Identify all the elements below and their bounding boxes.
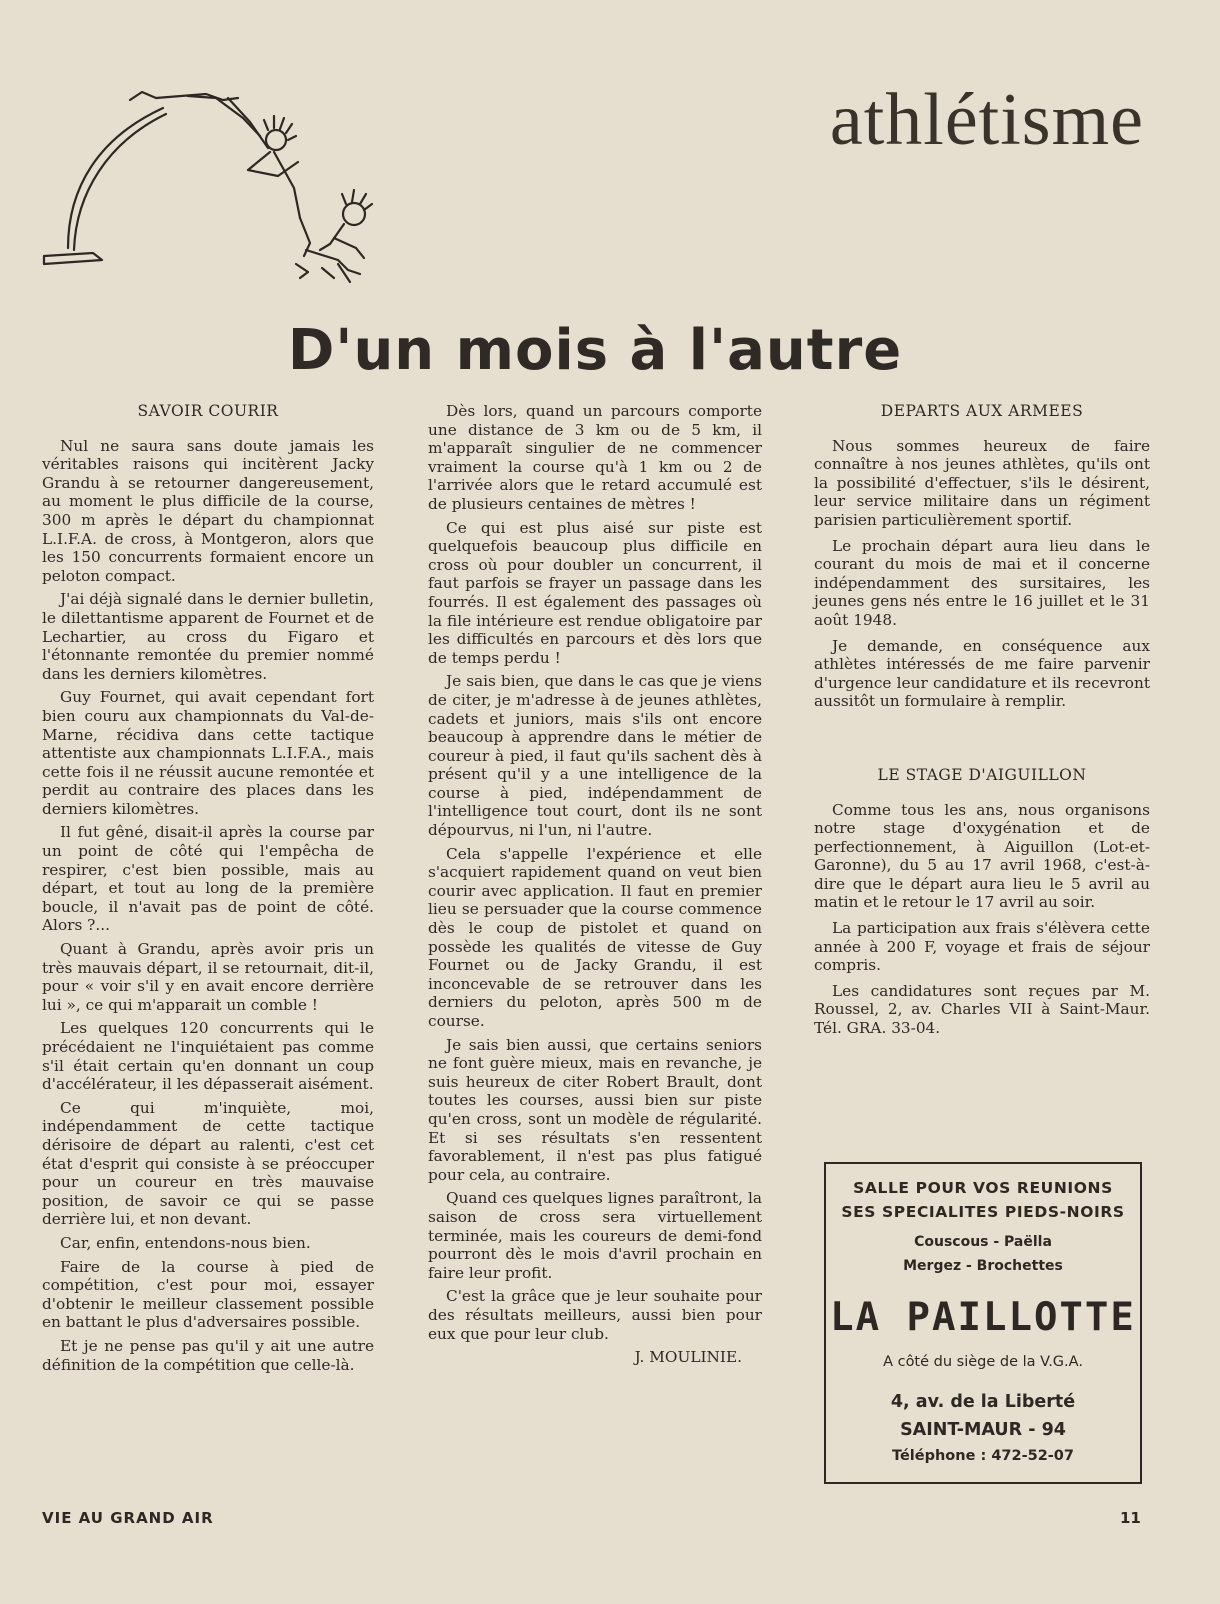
ad-phone: Téléphone : 472-52-07 — [892, 1448, 1074, 1464]
paragraph: Il fut gêné, disait-il après la course par un point de côté qui l'empêcha de respirer, c'est bien possible, mais au départ, et tout au long de la première boucle, il n'avait pas de point de côté. Alors ?... — [42, 823, 374, 935]
ad-line-mergez: Mergez - Brochettes — [903, 1258, 1063, 1274]
publication-name: VIE AU GRAND AIR — [42, 1509, 214, 1527]
article-headline: D'un mois à l'autre — [287, 318, 903, 383]
paragraph: La participation aux frais s'élèvera cette année à 200 F, voyage et frais de séjour compris. — [814, 919, 1150, 975]
paragraph: Car, enfin, entendons-nous bien. — [60, 1233, 311, 1252]
paragraph: Je sais bien, que dans le cas que je viens de citer, je m'adresse à de jeunes athlètes, cadets et juniors, mais s'ils ont encore beaucoup à apprendre dans le métier de coureur à pied, il faut qu'ils sachent dès à présent qu'il y a une intelligence de la course à pied, indépendamment de l'intelligence tout court, dont ils ne sont dépourvus, ni l'un, ni l'autre. — [428, 672, 762, 840]
paragraph: Guy Fournet, qui avait cependant fort bien couru aux championnats du Val-de-Marne, récidiva dans cette tactique attentiste aux championnats L.I.F.A., mais cette fois il ne réussit aucune remontée et perdit au contraire des places dans les derniers kilomètres. — [42, 688, 374, 818]
advertisement-box — [824, 1162, 1142, 1484]
paragraph: Et je ne pense pas qu'il y ait une autre définition de la compétition que celle-là. — [42, 1336, 374, 1374]
author-signature: J. MOULINIE. — [634, 1348, 742, 1367]
paragraph: Cela s'appelle l'expérience et elle s'acquiert rapidement quand on veut bien courir avec application. Il faut en premier lieu se persuader que la course commence dès le coup de pistolet et quand on possède les qualités de vitesse de Guy Fournet ou de Jacky Grandu, il est inconcevable de se retrouver dans les derniers du peloton, après 500 m de course. — [428, 844, 762, 1030]
paragraph: Le prochain départ aura lieu dans le courant du mois de mai et il concerne indépendamment des sursitaires, les jeunes gens nés entre le 16 juillet et le 31 août 1948. — [814, 536, 1150, 629]
paragraph: C'est la grâce que je leur souhaite pour des résultats meilleurs, aussi bien pour eux que pour leur club. — [428, 1287, 762, 1343]
paragraph: Quand ces quelques lignes paraîtront, la saison de cross sera virtuellement terminée, mais les coureurs de demi-fond pourront dès le mois d'avril prochain en faire leur profit. — [428, 1189, 762, 1282]
heading-stage-aiguillon: LE STAGE D'AIGUILLON — [877, 765, 1087, 784]
paragraph: Nul ne saura sans doute jamais les véritables raisons qui incitèrent Jacky Grandu à se retourner dangereusement, au moment le plus difficile de la course, 300 m après le départ du championnat L.I.F.A. de cross, à Montgeron, alors que les 150 concurrents formaient encore un peloton compact. — [42, 436, 374, 585]
heading-savoir-courir: SAVOIR COURIR — [137, 402, 279, 420]
ad-restaurant-name: LA PAILLOTTE — [830, 1295, 1136, 1340]
paragraph: Je demande, en conséquence aux athlètes intéressés de me faire parvenir d'urgence leur candidature et ils recevront aussitôt un formulaire à remplir. — [814, 636, 1150, 711]
column-3 — [814, 402, 1150, 1045]
ad-city: SAINT-MAUR - 94 — [900, 1420, 1066, 1440]
paragraph: Nous sommes heureux de faire connaître à nos jeunes athlètes, qu'ils ont la possibilité d'effectuer, s'ils le désirent, leur service militaire dans un régiment parisien particulièrement sportif. — [814, 436, 1150, 529]
section-label: athlétisme — [829, 79, 1144, 161]
ad-location: A côté du siège de la V.G.A. — [883, 1354, 1083, 1370]
paragraph: Dès lors, quand un parcours comporte une distance de 3 km ou de 5 km, il m'apparaît singulier de ne commencer vraiment la course qu'à 1 km ou 2 de l'arrivée alors que le retard accumulé est de plusieurs centaines de mètres ! — [428, 402, 762, 513]
paragraph: Je sais bien aussi, que certains seniors ne font guère mieux, mais en revanche, je suis heureux de citer Robert Brault, dont toutes les courses, aussi bien sur piste qu'en cross, sont un modèle de régularité. Et si ses résultats s'en ressentent favorablement, il n'est pas plus fatigué pour cela, au contraire. — [428, 1035, 762, 1184]
column-1 — [42, 402, 374, 1379]
heading-departs-aux-armees: DEPARTS AUX ARMEES — [880, 402, 1084, 420]
ad-address: 4, av. de la Liberté — [890, 1392, 1076, 1412]
ad-line-reunions: SALLE POUR VOS REUNIONS — [853, 1179, 1113, 1197]
paragraph: Les candidatures sont reçues par M. Roussel, 2, av. Charles VII à Saint-Maur. Tél. GRA. 33-04. — [814, 981, 1150, 1038]
paragraph: Ce qui est plus aisé sur piste est quelquefois beaucoup plus difficile en cross où pour doubler un concurrent, il faut parfois se frayer un passage dans les fourrés. Il est également des passages où la file intérieure est rendue obligatoire par les difficultés en parcours et dès lors que de temps perdu ! — [428, 518, 762, 667]
section-spacer — [814, 718, 1150, 766]
ad-line-specialites: SES SPECIALITES PIEDS-NOIRS — [841, 1203, 1125, 1221]
paragraph: Comme tous les ans, nous organisons notre stage d'oxygénation et de perfectionnement, à Aiguillon (Lot-et-Garonne), du 5 au 17 avril 1968, c'est-à-dire que le départ aura lieu le 5 avril au matin et le retour le 17 avril au soir. — [814, 800, 1150, 912]
pole-vault-illustration — [38, 78, 398, 298]
paragraph: Faire de la course à pied de compétition, c'est pour moi, essayer d'obtenir le meilleur classement possible en battant le plus d'adversaires possible. — [42, 1257, 374, 1332]
ad-line-couscous: Couscous - Paëlla — [914, 1234, 1052, 1250]
paragraph: J'ai déjà signalé dans le dernier bulletin, le dilettantisme apparent de Fournet et de Lechartier, au cross du Figaro et l'étonnante remontée du premier nommé dans les derniers kilomètres. — [42, 590, 374, 683]
page-number: 11 — [1120, 1509, 1141, 1527]
paragraph: Ce qui m'inquiète, moi, indépendamment de cette tactique dérisoire de départ au ralenti, c'est cet état d'esprit qui consiste à se préoccuper pour un coureur en très mauvaise position, de savoir ce qui se passe derrière lui, et non devant. — [42, 1098, 374, 1229]
paragraph: Les quelques 120 concurrents qui le précédaient ne l'inquiétaient pas comme s'il était certain qu'en donnant un coup d'accélérateur, il les dépasserait aisément. — [42, 1019, 374, 1094]
column-2 — [428, 402, 762, 1372]
paragraph: Quant à Grandu, après avoir pris un très mauvais départ, il se retournait, dit-il, pour « voir s'il y en avait encore derrière lui », ce qui m'apparait un comble ! — [42, 940, 374, 1014]
